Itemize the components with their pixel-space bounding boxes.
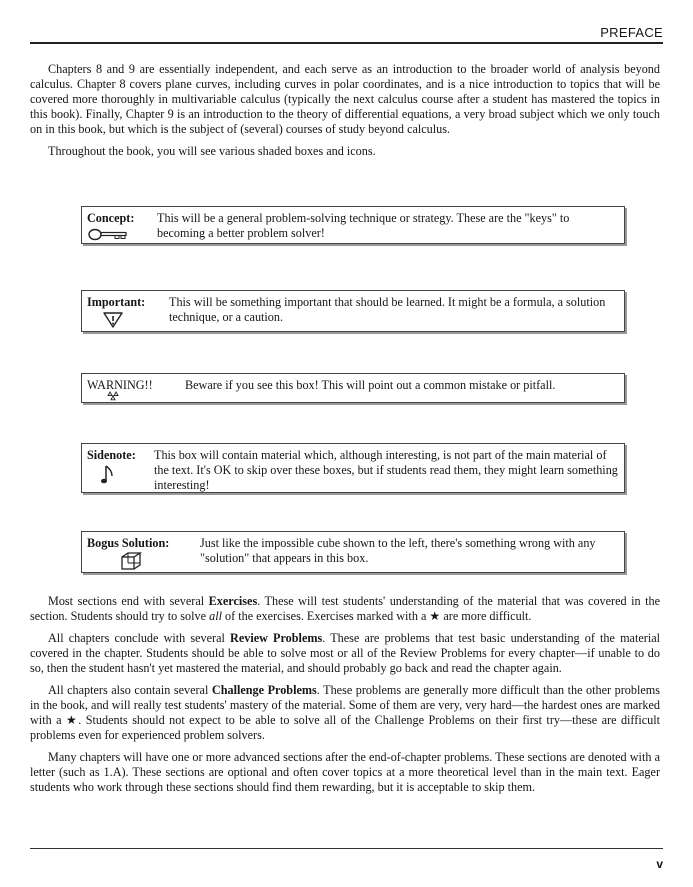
music-note-icon xyxy=(100,464,114,490)
bogus-solution-text: Just like the impossible cube shown to the left, there's something wrong with any "solution" that appears in this box. xyxy=(200,536,596,565)
page-header xyxy=(30,22,663,46)
paragraph-chapters: Chapters 8 and 9 are essentially independent, and each serve as an introduction to the broader world of analysis beyond calculus. Chapter 8 covers plane curves, including curves in polar coordinates, and is a nice introduction to topics that will be covered more thoroughly in multivariable calculus (typically the next calculus course after a student has mastered the topics in this book). Finally, Chapter 9 is an introduction to the theory of differential equations, a very broad subject which we only touch on in this book, but which is the subject of (several) courses of study beyond calculus. xyxy=(30,62,660,136)
paragraph-challenge-problems xyxy=(30,683,660,743)
text-run: Most sections end with several xyxy=(48,594,209,608)
paragraph-review-problems xyxy=(30,631,660,676)
text-run: . These are problems that test basic understanding of the material covered in the chapter. Students should be able to solve most or all of the Review Problems for every chapter—if unable to do so, then the student hasn't yet mastered the material, and should probably go back and read the chapter again. xyxy=(30,631,660,675)
term-exercises: Exercises xyxy=(208,594,258,608)
text-run: All chapters conclude with several xyxy=(48,631,231,645)
bogus-solution-label: Bogus Solution: xyxy=(87,536,170,550)
impossible-cube-icon xyxy=(120,552,144,574)
text-run: of the exercises. Exercises marked with a ★ are more difficult. xyxy=(221,609,532,623)
emphasis-all: all xyxy=(209,609,222,623)
sidenote-label: Sidenote: xyxy=(87,448,136,462)
hazard-icon xyxy=(107,390,119,405)
bogus-solution-box xyxy=(81,531,625,573)
closing-text xyxy=(30,594,660,795)
paragraph-boxes-intro: Throughout the book, you will see various shaded boxes and icons. xyxy=(48,144,376,158)
key-icon xyxy=(88,228,128,245)
important-box xyxy=(81,290,625,332)
sidenote-box xyxy=(81,443,625,493)
text-run: . These problems are generally more difficult than the other problems in the book, and will really test students' mastery of the material. Some of them are very, very hard—the hardest ones are marked with a ★. Students should not expect to be able to solve all of the Challenge Problems on their first try—these are difficult problems even for experienced problem solvers. xyxy=(30,683,660,742)
exclamation-triangle-icon xyxy=(102,311,124,333)
intro-text xyxy=(30,62,660,159)
concept-label: Concept: xyxy=(87,211,135,225)
text-run: . These will test students' understanding of the material that was covered in the section. Students should try to solve xyxy=(30,594,660,623)
running-head: PREFACE xyxy=(600,25,663,40)
term-review-problems: Review Problems xyxy=(230,631,323,645)
important-label: Important: xyxy=(87,295,146,309)
paragraph-exercises xyxy=(30,594,660,624)
concept-box xyxy=(81,206,625,244)
warning-label: WARNING!! xyxy=(87,378,153,392)
term-challenge-problems: Challenge Problems xyxy=(211,683,317,697)
warning-box xyxy=(81,373,625,403)
header-rule xyxy=(30,42,663,44)
footer-rule xyxy=(30,848,663,849)
page-number: v xyxy=(656,857,663,871)
important-text: This will be something important that should be learned. It might be a formula, a solution technique, or a caution. xyxy=(169,295,606,324)
warning-text: Beware if you see this box! This will point out a common mistake or pitfall. xyxy=(185,378,556,392)
text-run: All chapters also contain several xyxy=(48,683,212,697)
concept-text: This will be a general problem-solving technique or strategy. These are the "keys" to becoming a better problem solver! xyxy=(157,211,570,240)
paragraph-advanced-sections: Many chapters will have one or more advanced sections after the end-of-chapter problems. These sections are denoted with a letter (such as 1.A). These sections are optional and often cover topics at a more theoretical level than in the main text. Eager students who work through these sections should find them rewarding, but it is acceptable to skip them. xyxy=(30,750,660,794)
sidenote-text: This box will contain material which, although interesting, is not part of the main material of the text. It's OK to skip over these boxes, but if students read them, they might learn something interesting! xyxy=(154,448,618,492)
